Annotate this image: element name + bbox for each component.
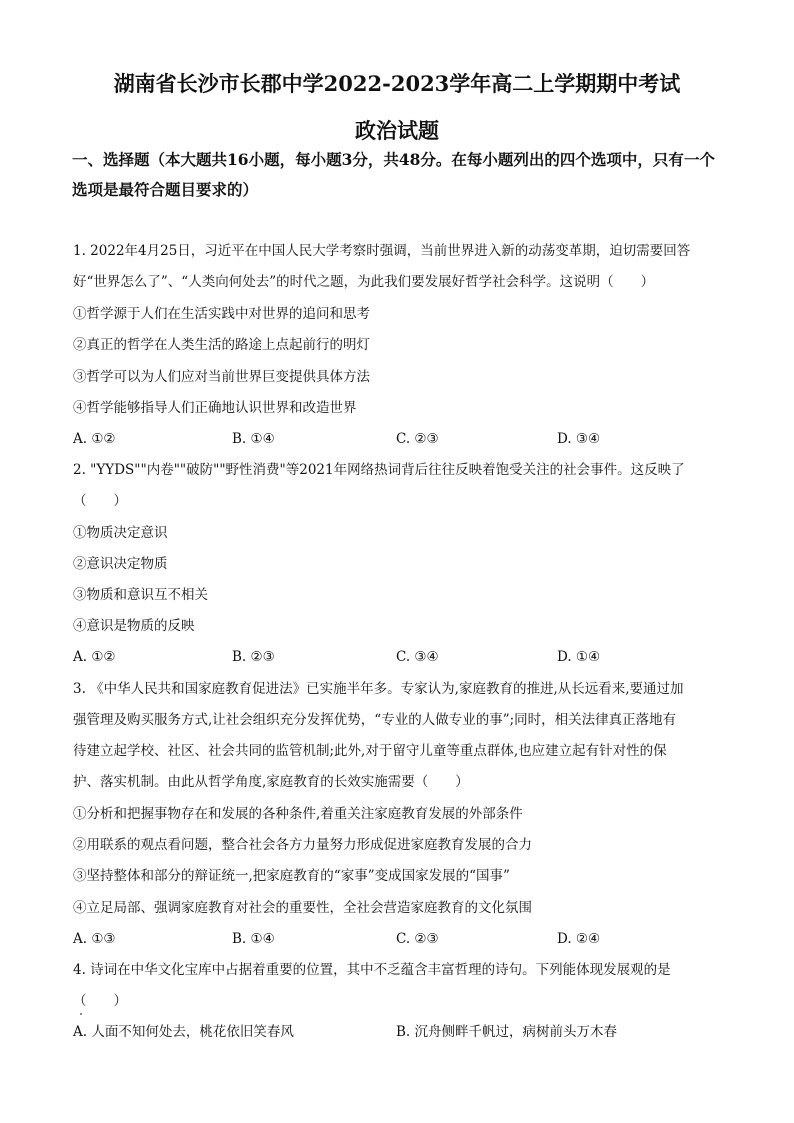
q3-stem-line-2: 强管理及购买服务方式,让社会组织充分发挥优势，“专业的人做专业的事”;同时，相关法律真正落地有 <box>73 712 677 728</box>
q3-stem-line-1: 3. 《中华人民共和国家庭教育促进法》已实施半年多。专家认为,家庭教育的推进,从长远看来,要通过加 <box>73 681 684 697</box>
q1-stem-line-1: 1. 2022年4月25日，习近平在中国人民大学考察时强调，当前世界进入新的动荡变革期，迫切需要回答 <box>73 243 691 259</box>
q3-stem-line-3: 待建立起学校、社区、社会共同的监管机制;此外,对于留守儿童等重点群体,也应建立起有针对性的保 <box>73 743 667 759</box>
q3-option-a: A. ①③ <box>73 931 116 947</box>
q3-item-3: ③坚持整体和部分的辩证统一,把家庭教育的“家事”变成国家发展的“国事” <box>73 868 510 884</box>
q1-item-2: ②真正的哲学在人类生活的路途上点起前行的明灯 <box>73 337 370 353</box>
q3-option-c: C. ②③ <box>396 931 439 947</box>
q4-option-a: A. 人面不知何处去，桃花依旧笑春风 <box>73 1024 294 1040</box>
q3-option-d: D. ②④ <box>557 931 601 947</box>
q3-option-b: B. ①④ <box>232 931 275 947</box>
q2-stem-line-2: （ ） <box>73 493 127 509</box>
q2-option-a: A. ①② <box>73 649 116 665</box>
q2-option-c: C. ③④ <box>396 649 439 665</box>
q4-stem-line-1: 4. 诗词在中华文化宝库中占据着重要的位置，其中不乏蕴含丰富哲理的诗句。下列能体现发展观的是 <box>73 962 671 978</box>
q3-item-1: ①分析和把握事物存在和发展的各种条件,着重关注家庭教育发展的外部条件 <box>73 806 523 822</box>
section-heading: 一、选择题（本大题共16小题，每小题3分，共48分。在每小题列出的四个选项中，只有一个选项是最符合题目要求的） <box>72 150 715 199</box>
exam-subtitle: 政治试题 <box>355 118 439 143</box>
q2-item-3: ③物质和意识互不相关 <box>73 587 208 603</box>
q1-item-3: ③哲学可以为人们应对当前世界巨变提供具体方法 <box>73 369 370 385</box>
q1-item-4: ④哲学能够指导人们正确地认识世界和改造世界 <box>73 400 357 416</box>
q1-stem-line-2: 好“世界怎么了”、“人类向何处去”的时代之题，为此我们要发展好哲学社会科学。这说明（ ） <box>73 274 655 290</box>
exam-title: 湖南省长沙市长郡中学2022-2023学年高二上学期期中考试 <box>113 71 681 96</box>
q2-option-d: D. ①④ <box>557 649 601 665</box>
q2-item-1: ①物质决定意识 <box>73 525 168 541</box>
q1-item-1: ①哲学源于人们在生活实践中对世界的追问和思考 <box>73 306 370 322</box>
q2-option-b: B. ②③ <box>232 649 275 665</box>
q4-option-b: B. 沉舟侧畔千帆过，病树前头万木春 <box>396 1024 618 1040</box>
q2-item-2: ②意识决定物质 <box>73 556 168 572</box>
q3-item-2: ②用联系的观点看问题，整合社会各方力量努力形成促进家庭教育发展的合力 <box>73 837 532 853</box>
q3-stem-line-4: 护、落实机制。由此从哲学角度,家庭教育的长效实施需要（ ） <box>73 774 469 790</box>
q1-option-d: D. ③④ <box>557 431 601 447</box>
scan-speck <box>80 1013 82 1015</box>
q1-option-b: B. ①④ <box>232 431 275 447</box>
q3-item-4: ④立足局部、强调家庭教育对社会的重要性，全社会营造家庭教育的文化氛围 <box>73 900 532 916</box>
q4-stem-line-2: （ ） <box>73 993 127 1009</box>
q1-option-a: A. ①② <box>73 431 116 447</box>
q2-item-4: ④意识是物质的反映 <box>73 618 195 634</box>
q2-stem-line-1: 2. "YYDS""内卷""破防""野性消费"等2021年网络热词背后往往反映着饱受关注的社会事件。这反映了 <box>73 462 685 478</box>
q1-option-c: C. ②③ <box>396 431 439 447</box>
